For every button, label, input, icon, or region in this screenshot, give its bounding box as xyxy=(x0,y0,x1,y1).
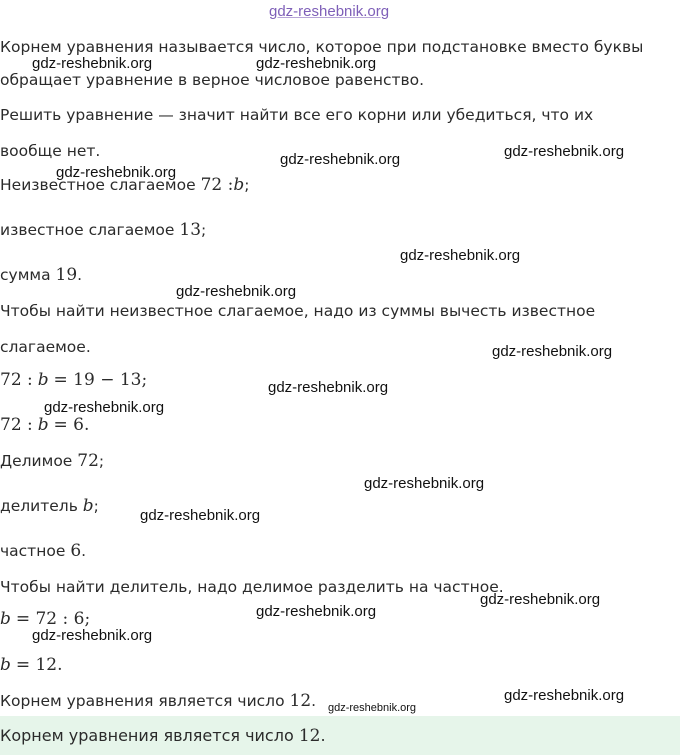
equation-4: b = 12. xyxy=(0,655,63,675)
rule-divisor-line: Чтобы найти делитель, надо делимое разделить на частное. xyxy=(0,578,504,596)
known-addend-label: известное слагаемое xyxy=(0,221,175,239)
sum-line: сумма 19. xyxy=(0,265,83,285)
watermark: gdz-reshebnik.org xyxy=(364,475,485,492)
known-addend-line: известное слагаемое 13; xyxy=(0,220,207,240)
solve-definition-line-1: Решить уравнение — значит найти все его корни или убедиться, что их xyxy=(0,106,594,124)
equation-1-left: 72 : xyxy=(0,370,33,390)
watermark: gdz-reshebnik.org xyxy=(268,379,389,396)
answer-value: 12 xyxy=(298,726,321,746)
sum-label: сумма xyxy=(0,266,51,284)
watermark: gdz-reshebnik.org xyxy=(56,164,177,181)
root-value: 12 xyxy=(289,691,312,711)
watermark: gdz-reshebnik.org xyxy=(32,627,153,644)
equation-2: 72 : b = 6. xyxy=(0,415,90,435)
unknown-addend-line: Неизвестное слагаемое 72 :b; xyxy=(0,175,250,195)
unknown-addend-label: Неизвестное слагаемое xyxy=(0,176,196,194)
sum-value: 19 xyxy=(55,265,78,285)
equation-1-variable: b xyxy=(37,370,49,390)
equation-3-variable: b xyxy=(0,609,11,629)
quotient-line: частное 6. xyxy=(0,541,87,561)
unknown-addend-variable: b xyxy=(233,175,245,195)
watermark: gdz-reshebnik.org xyxy=(256,55,377,72)
equation-2-left: 72 : xyxy=(0,415,33,435)
watermark-small: gdz-reshebnik.org xyxy=(328,702,417,714)
equation-4-right: = 12 xyxy=(15,655,58,675)
known-addend-value: 13 xyxy=(179,220,202,240)
dividend-line: Делимое 72; xyxy=(0,451,105,471)
watermark-top: gdz-reshebnik.org xyxy=(269,3,390,20)
equation-3-right: = 72 : 6 xyxy=(15,609,85,629)
divisor-value: b xyxy=(82,496,94,516)
solve-definition-line-2: вообще нет. xyxy=(0,142,101,160)
watermark: gdz-reshebnik.org xyxy=(140,507,261,524)
watermark: gdz-reshebnik.org xyxy=(480,591,601,608)
equation-3: b = 72 : 6; xyxy=(0,609,91,629)
definition-line-1: Корнем уравнения называется число, которое при подстановке вместо буквы xyxy=(0,38,644,56)
root-line: Корнем уравнения является число 12. xyxy=(0,691,317,711)
equation-1-right: = 19 − 13 xyxy=(53,370,142,390)
watermark: gdz-reshebnik.org xyxy=(400,247,521,264)
dividend-label: Делимое xyxy=(0,452,73,470)
divisor-label: делитель xyxy=(0,497,78,515)
watermark: gdz-reshebnik.org xyxy=(492,343,613,360)
equation-4-variable: b xyxy=(0,655,11,675)
watermark: gdz-reshebnik.org xyxy=(504,687,625,704)
equation-1: 72 : b = 19 − 13; xyxy=(0,370,148,390)
divisor-line: делитель b; xyxy=(0,496,99,516)
rule-addend-line-1: Чтобы найти неизвестное слагаемое, надо из суммы вычесть известное xyxy=(0,302,596,320)
watermark: gdz-reshebnik.org xyxy=(280,151,401,168)
watermark: gdz-reshebnik.org xyxy=(44,399,165,416)
equation-2-right: = 6 xyxy=(53,415,84,435)
watermark: gdz-reshebnik.org xyxy=(256,603,377,620)
definition-line-2: обращает уравнение в верное числовое равенство. xyxy=(0,71,425,89)
answer-text: Корнем уравнения является число 12. xyxy=(0,726,326,746)
watermark: gdz-reshebnik.org xyxy=(32,55,153,72)
answer-label: Корнем уравнения является число xyxy=(0,726,294,745)
root-label: Корнем уравнения является число xyxy=(0,692,285,710)
answer-box xyxy=(0,716,680,755)
equation-2-variable: b xyxy=(37,415,49,435)
unknown-addend-number: 72 : xyxy=(200,175,234,195)
quotient-label: частное xyxy=(0,542,66,560)
watermark: gdz-reshebnik.org xyxy=(176,283,297,300)
rule-addend-line-2: слагаемое. xyxy=(0,338,91,356)
watermark: gdz-reshebnik.org xyxy=(504,143,625,160)
quotient-value: 6 xyxy=(70,541,82,561)
dividend-value: 72 xyxy=(77,451,99,471)
